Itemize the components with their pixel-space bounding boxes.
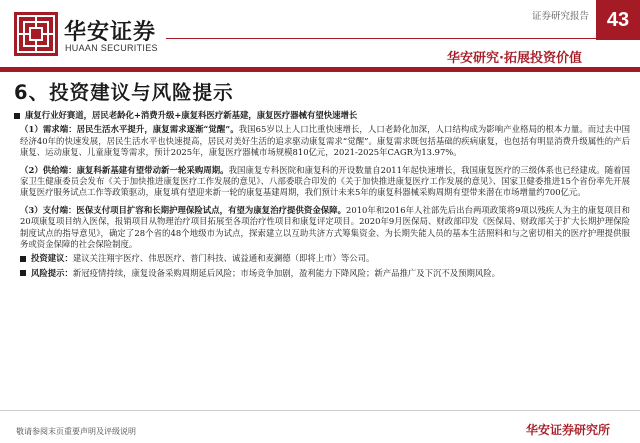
supply-paragraph: [20, 165, 630, 199]
logo-english-name: HUAAN SECURITIES: [65, 43, 158, 53]
headline-text: 康复行业好赛道，居民老龄化+消费升级+康复科医疗新基建，康复医疗器械有望快速增长: [25, 110, 358, 120]
footer-divider: [0, 410, 640, 411]
page-number: 43: [596, 0, 640, 40]
risk-warning-label: 风险提示：: [31, 267, 73, 278]
supply-lead: （2）供给端：康复科新基建有望带动新一轮采购周期。: [20, 164, 229, 175]
payment-paragraph: [20, 205, 630, 251]
company-logo: [14, 12, 164, 58]
square-bullet-icon: [14, 113, 20, 119]
key-point-headline: [14, 110, 630, 121]
investment-advice-label: 投资建议：: [31, 253, 73, 264]
risk-warning-row: [14, 268, 630, 279]
demand-lead: （1）需求端：居民生活水平提升，康复需求逐渐“觉醒”。: [20, 124, 239, 135]
supply-body: 我国康复专科医院和康复科的开设数量自2011年起快速增长，我国康复医疗的三级体系也已经建成。随着国家卫生健康委员会发布《关于加快推进康复医疗工作发展的意见》、八部委联合印发的《关于加快推进康复医疗工作发展的意见》、国家卫健委推进15个省份率先开展康复医疗服务试点工作等政策驱动，康复填有望迎来新一轮的康复基建周期，我们预计未来5年的康复科器械采购周期有望带来潜在市场增量约700亿元。: [20, 164, 630, 198]
risk-warning-text: 新冠疫情持续，康复设备采购周期延后风险；市场竞争加剧，盈利能力下降风险；新产品推广及下沉不及预期风险。: [72, 267, 500, 278]
header-divider: [166, 38, 640, 39]
demand-paragraph: [20, 124, 630, 158]
demand-body: 我国65岁以上人口比重快速增长，人口老龄化加深，人口结构成为影响产业格局的根本力量。而过去中国经济40年的快速发展，居民生活水平也快速提高，居民对美好生活的追求驱动康复需求“觉醒”。康复需求既包括基础的疾病康复，也包括有明显消费升级属性的产后康复、运动康复、儿童康复等需求，预计2025年，康复医疗器械市场规模810亿元，2021-2025年CAGR为13.97%。: [20, 124, 630, 158]
investment-advice-row: [14, 253, 630, 264]
footer-brand: 华安证券研究所: [526, 423, 611, 437]
logo-chinese-name: 华安证券: [64, 20, 157, 45]
payment-lead: （3）支付端：医保支付项目扩容和长期护理保险试点，有望为康复治疗提供资金保障。: [20, 204, 347, 215]
report-type-label: 证券研究报告: [532, 11, 590, 22]
payment-body: 2010年和2016年人社部先后出台两项政策将9项以残疾人为主的康复项目和20项康复项目纳入医保，报销项目从物理治疗项目拓展至各项治疗性项目和康复评定项目。2020年9月医保局、财政部印发《医保局、财政部关于扩大长期护理保险制度试点的指导意见》，确定了28个省的48个地级市为试点，探索建立以互助共济方式筹集资金、为长期失能人员的基本生活照料和与之密切相关的医疗护理提供服务或资金保障的社会保险制度。: [20, 204, 630, 250]
square-bullet-icon: [20, 256, 26, 262]
report-body: [14, 110, 630, 279]
investment-advice-text: 建议关注翔宇医疗、伟思医疗、普门科技、诚益通和麦澜德（即将上市）等公司。: [72, 253, 375, 264]
header-slogan: 华安研究·拓展投资价值: [447, 51, 582, 66]
huaan-seal-logo: [14, 12, 58, 56]
section-title: 6、投资建议与风险提示: [14, 81, 234, 104]
footer-disclaimer: 敬请参阅末页重要声明及评级说明: [16, 427, 136, 436]
section-band: [0, 67, 640, 72]
square-bullet-icon: [20, 270, 26, 276]
